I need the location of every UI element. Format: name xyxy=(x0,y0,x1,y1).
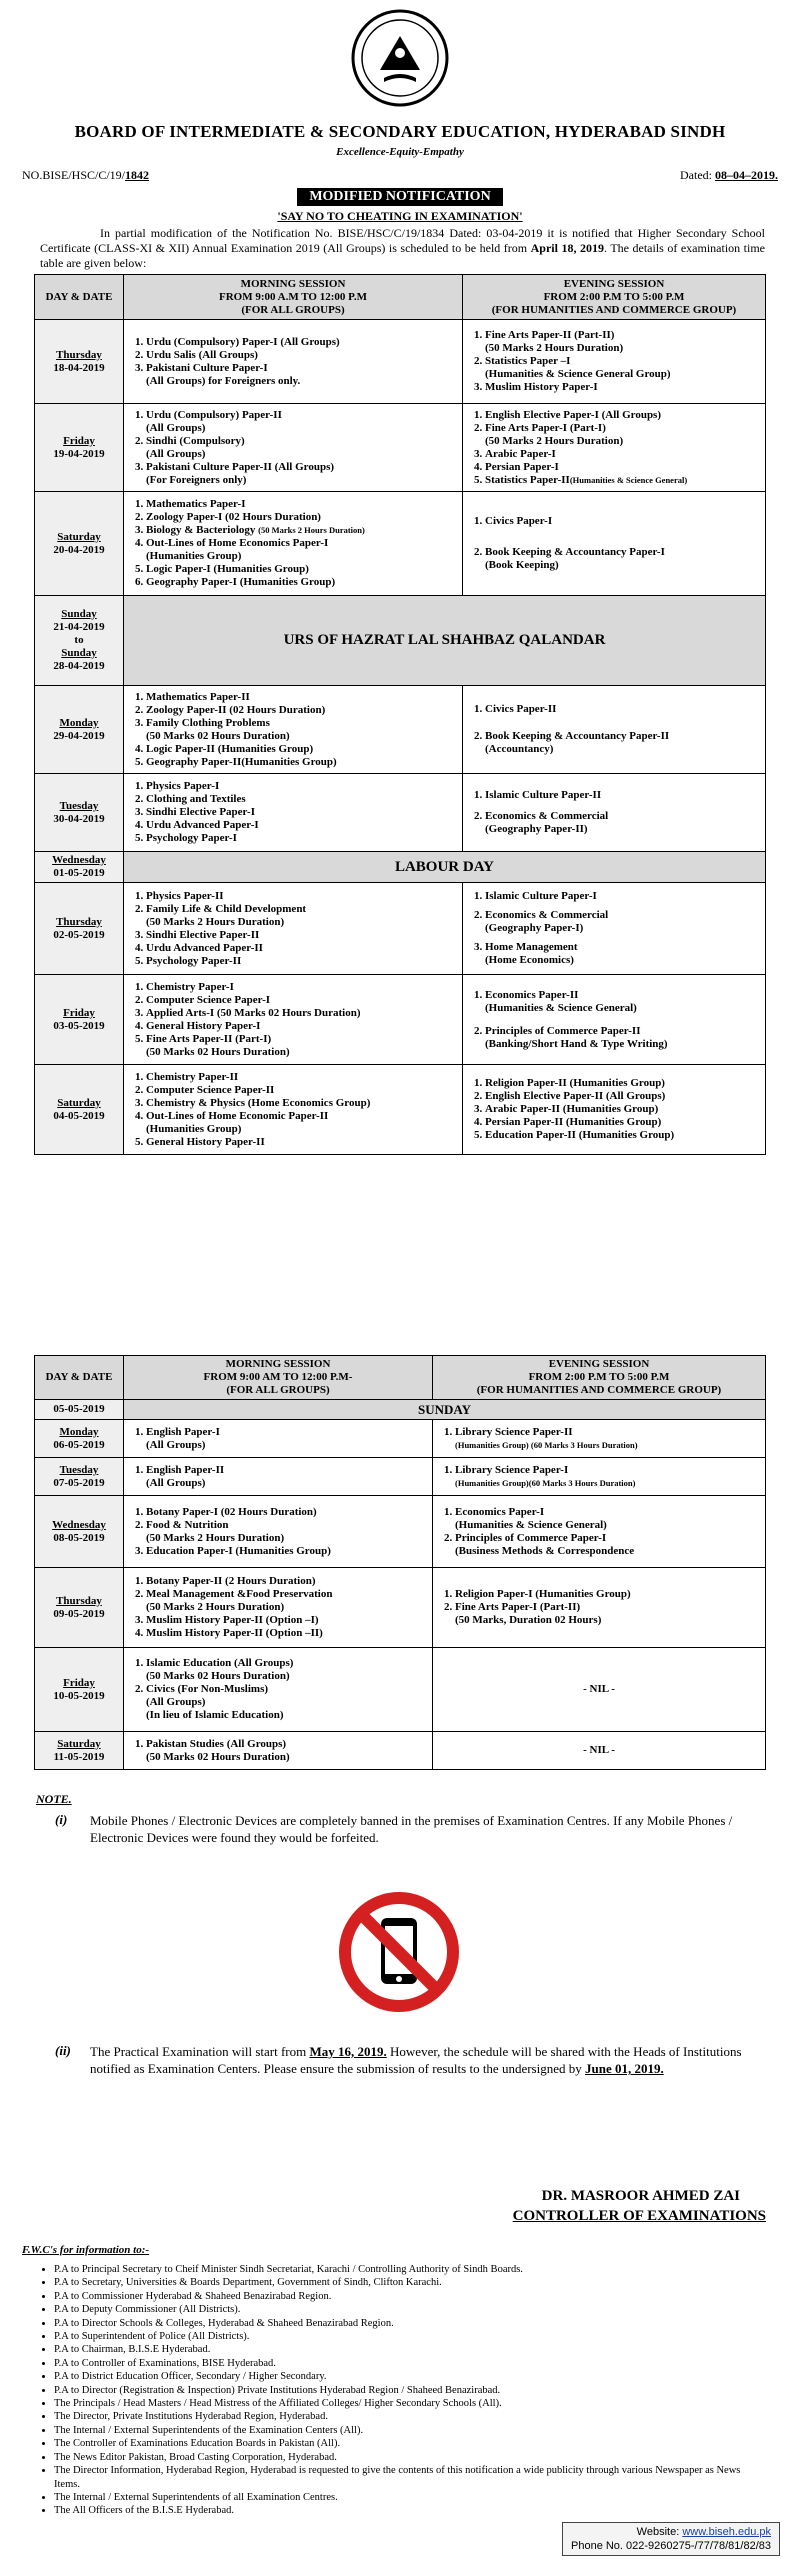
morning-cell: 1. Botany Paper-I (02 Hours Duration) 2. Food & Nutrition (50 Marks 2 Hours Duration) 3. Education Paper-I (Humanities Group) xyxy=(124,1496,433,1568)
holiday-sunday: SUNDAY xyxy=(124,1400,766,1420)
evening-cell: 1. Economics Paper-I (Humanities & Science General) 2. Principles of Commerce Paper-I (Business Methods & Correspondence xyxy=(433,1496,766,1568)
timetable-part-1 xyxy=(34,274,766,1155)
board-motto: Excellence-Equity-Empathy xyxy=(336,146,464,158)
evening-cell-nil: - NIL - xyxy=(433,1732,766,1770)
evening-cell: 1. Religion Paper-II (Humanities Group) 2. English Elective Paper-II (All Groups) 3. Arabic Paper-II (Humanities Group) 4. Persian Paper-II (Humanities Group) 5. Education Paper-II (Humanities Group) xyxy=(463,1065,766,1155)
table-header-row xyxy=(35,1356,766,1400)
evening-cell: 1. Civics Paper-II 2. Book Keeping & Accountancy Paper-II (Accountancy) xyxy=(463,686,766,774)
table-row xyxy=(35,686,766,774)
intro-paragraph: In partial modification of the Notification No. BISE/HSC/C/19/1834 Dated: 03-04-2019 it is notified that Higher Secondary School Certificate (CLASS-XI & XII) Annual Examination 2019 (All Groups) is scheduled to be held from April 18, 2019. The details of examination time table are given below: xyxy=(40,226,765,270)
holiday-labour-day: LABOUR DAY xyxy=(124,852,766,883)
evening-cell: 1. English Elective Paper-I (All Groups) 2. Fine Arts Paper-I (Part-I) (50 Marks 2 Hours Duration) 3. Arabic Paper-I 4. Persian Paper-I 5. Statistics Paper-II(Humanities & Science General) xyxy=(463,404,766,492)
morning-cell: 1. Urdu (Compulsory) Paper-I (All Groups) 2. Urdu Salis (All Groups) 3. Pakistani Culture Paper-I (All Groups) for Foreigners only. xyxy=(124,320,463,404)
day-cell: Thursday 09-05-2019 xyxy=(35,1568,124,1648)
note-1-text: Mobile Phones / Electronic Devices are completely banned in the premises of Examination Centres. If any Mobile Phones / Electronic Devices were found they would be forfeited. xyxy=(90,1813,733,1845)
day-cell: Thursday 02-05-2019 xyxy=(35,883,124,975)
day-cell: Monday 06-05-2019 xyxy=(35,1420,124,1458)
list-item: • The All Officers of the B.I.S.E Hyderabad. xyxy=(54,2504,754,2517)
list-item: • The Director Information, Hyderabad Region, Hyderabad is requested to give the contents of this notification a wide publicity through various Newspaper as News Items. xyxy=(54,2464,754,2491)
signatory-name: DR. MASROOR AHMED ZAI xyxy=(541,2188,740,2204)
list-item: • P.A to Deputy Commissioner (All Districts). xyxy=(54,2303,754,2316)
day-cell: Friday 03-05-2019 xyxy=(35,975,124,1065)
table-row xyxy=(35,883,766,975)
table-row xyxy=(35,1568,766,1648)
list-item: • P.A to Superintendent of Police (All Districts). xyxy=(54,2330,754,2343)
list-item: • The News Editor Pakistan, Broad Casting Corporation, Hyderabad. xyxy=(54,2451,754,2464)
holiday-urs: URS OF HAZRAT LAL SHAHBAZ QALANDAR xyxy=(124,596,766,686)
timetable-part-2 xyxy=(34,1355,766,1770)
evening-cell: 1. Religion Paper-I (Humanities Group) 2. Fine Arts Paper-I (Part-II) (50 Marks, Duration 02 Hours) xyxy=(433,1568,766,1648)
morning-cell: 1. Mathematics Paper-I 2. Zoology Paper-I (02 Hours Duration) 3. Biology & Bacteriology (50 Marks 2 Hours Duration) 4. Out-Lines of Home Economics Paper-I (Humanities Group) 5. Logic Paper-I (Humanities Group) 6. Geography Paper-I (Humanities Group) xyxy=(124,492,463,596)
day-cell: Friday 19-04-2019 xyxy=(35,404,124,492)
morning-cell: 1. Physics Paper-II 2. Family Life & Child Development (50 Marks 2 Hours Duration) 3. Sindhi Elective Paper-II 4. Urdu Advanced Paper-II 5. Psychology Paper-II xyxy=(124,883,463,975)
reference-number: NO.BISE/HSC/C/19/1842 xyxy=(22,168,150,182)
evening-cell: 1. Civics Paper-I 2. Book Keeping & Accountancy Paper-I (Book Keeping) xyxy=(463,492,766,596)
morning-cell: 1. Islamic Education (All Groups) (50 Marks 02 Hours Duration) 2. Civics (For Non-Muslims) (All Groups) (In lieu of Islamic Education) xyxy=(124,1648,433,1732)
day-cell: Wednesday 01-05-2019 xyxy=(35,852,124,883)
board-logo xyxy=(350,8,450,108)
day-cell: Wednesday 08-05-2019 xyxy=(35,1496,124,1568)
notification-title: MODIFIED NOTIFICATION xyxy=(0,187,800,206)
note-2-text: The Practical Examination will start from May 16, 2019. However, the schedule will be shared with the Heads of Institutions notified as Examination Centers. Please ensure the submission of results to the undersigned by June 01, 2019. xyxy=(90,2044,742,2076)
day-cell: Tuesday 30-04-2019 xyxy=(35,774,124,852)
phone-number: Phone No. 022-9260275-/77/78/81/82/83 xyxy=(571,2540,771,2552)
table-row xyxy=(35,1496,766,1568)
table-row xyxy=(35,1458,766,1496)
slogan: 'SAY NO TO CHEATING IN EXAMINATION' xyxy=(277,209,523,223)
morning-cell: 1. Physics Paper-I 2. Clothing and Textiles 3. Sindhi Elective Paper-I 4. Urdu Advanced Paper-I 5. Psychology Paper-I xyxy=(124,774,463,852)
evening-cell: 1. Economics Paper-II (Humanities & Science General) 2. Principles of Commerce Paper-II (Banking/Short Hand & Type Writing) xyxy=(463,975,766,1065)
morning-cell: 1. English Paper-II (All Groups) xyxy=(124,1458,433,1496)
evening-cell: 1. Library Science Paper-I (Humanities Group)(60 Marks 3 Hours Duration) xyxy=(433,1458,766,1496)
note-label: NOTE. xyxy=(36,1792,72,1806)
evening-cell: 1. Islamic Culture Paper-I 2. Economics & Commercial (Geography Paper-I) 3. Home Management (Home Economics) xyxy=(463,883,766,975)
copy-to-list xyxy=(36,2263,754,2518)
list-item: • P.A to Commissioner Hyderabad & Shaheed Benazirabad Region. xyxy=(54,2290,754,2303)
list-item: • The Principals / Head Masters / Head Mistress of the Affiliated Colleges/ Higher Secondary Schools (All). xyxy=(54,2397,754,2410)
table-row xyxy=(35,492,766,596)
table-row xyxy=(35,404,766,492)
table-row xyxy=(35,1065,766,1155)
list-item: • The Director, Private Institutions Hyderabad Region, Hyderabad. xyxy=(54,2410,754,2423)
list-item: • The Internal / External Superintendents of the Examination Centers (All). xyxy=(54,2424,754,2437)
morning-cell: 1. English Paper-I (All Groups) xyxy=(124,1420,433,1458)
day-cell: Monday 29-04-2019 xyxy=(35,686,124,774)
copy-to-label: F.W.C's for information to:- xyxy=(22,2244,150,2256)
list-item: • P.A to Principal Secretary to Cheif Minister Sindh Secretariat, Karachi / Controlling Authority of Sindh Boards. xyxy=(54,2263,754,2276)
note-2-number: (ii) xyxy=(55,2043,71,2058)
table-header-row xyxy=(35,275,766,320)
header-morning: MORNING SESSION FROM 9:00 AM TO 12:00 P.M- (FOR ALL GROUPS) xyxy=(124,1356,433,1400)
day-cell: Thursday 18-04-2019 xyxy=(35,320,124,404)
no-mobile-phone-icon xyxy=(337,1890,461,2014)
evening-cell-nil: - NIL - xyxy=(433,1648,766,1732)
table-row xyxy=(35,774,766,852)
morning-cell: 1. Chemistry Paper-I 2. Computer Science Paper-I 3. Applied Arts-I (50 Marks 02 Hours Duration) 4. General History Paper-I 5. Fine Arts Paper-II (Part-I) (50 Marks 02 Hours Duration) xyxy=(124,975,463,1065)
evening-cell: 1. Fine Arts Paper-II (Part-II) (50 Marks 2 Hours Duration) 2. Statistics Paper –I (Humanities & Science General Group) 3. Muslim History Paper-I xyxy=(463,320,766,404)
morning-cell: 1. Mathematics Paper-II 2. Zoology Paper-II (02 Hours Duration) 3. Family Clothing Problems (50 Marks 02 Hours Duration) 4. Logic Paper-II (Humanities Group) 5. Geography Paper-II(Humanities Group) xyxy=(124,686,463,774)
list-item: • P.A to Chairman, B.I.S.E Hyderabad. xyxy=(54,2343,754,2356)
website-box: Website: www.biseh.edu.pk Phone No. 022-9260275-/77/78/81/82/83 xyxy=(562,2522,780,2556)
header-evening: EVENING SESSION FROM 2:00 P.M TO 5:00 P.M (FOR HUMANITIES AND COMMERCE GROUP) xyxy=(463,275,766,320)
morning-cell: 1. Urdu (Compulsory) Paper-II (All Groups) 2. Sindhi (Compulsory) (All Groups) 3. Pakistani Culture Paper-II (All Groups) (For Foreigners only) xyxy=(124,404,463,492)
list-item: • The Controller of Examinations Education Boards in Pakistan (All). xyxy=(54,2437,754,2450)
morning-cell: 1. Botany Paper-II (2 Hours Duration) 2. Meal Management &Food Preservation (50 Marks 2 Hours Duration) 3. Muslim History Paper-II (Option –I) 4. Muslim History Paper-II (Option –II) xyxy=(124,1568,433,1648)
table-row xyxy=(35,975,766,1065)
board-title: BOARD OF INTERMEDIATE & SECONDARY EDUCATION, HYDERABAD SINDH xyxy=(74,122,726,141)
table-row xyxy=(35,1732,766,1770)
day-cell: Saturday 04-05-2019 xyxy=(35,1065,124,1155)
evening-cell: 1. Library Science Paper-II (Humanities Group) (60 Marks 3 Hours Duration) xyxy=(433,1420,766,1458)
morning-cell: 1. Chemistry Paper-II 2. Computer Science Paper-II 3. Chemistry & Physics (Home Economics Group) 4. Out-Lines of Home Economic Paper-II (Humanities Group) 5. General History Paper-II xyxy=(124,1065,463,1155)
list-item: • P.A to Director Schools & Colleges, Hyderabad & Shaheed Benazirabad Region. xyxy=(54,2317,754,2330)
note-1-number: (i) xyxy=(55,1812,68,1827)
table-row xyxy=(35,320,766,404)
notification-date: Dated: 08–04–2019. xyxy=(680,168,778,182)
morning-cell: 1. Pakistan Studies (All Groups) (50 Marks 02 Hours Duration) xyxy=(124,1732,433,1770)
list-item: • P.A to District Education Officer, Secondary / Higher Secondary. xyxy=(54,2370,754,2383)
day-cell: Friday 10-05-2019 xyxy=(35,1648,124,1732)
table-row xyxy=(35,1400,766,1420)
header-morning: MORNING SESSION FROM 9:00 A.M TO 12:00 P.M (FOR ALL GROUPS) xyxy=(124,275,463,320)
header-evening: EVENING SESSION FROM 2:00 P.M TO 5:00 P.M (FOR HUMANITIES AND COMMERCE GROUP) xyxy=(433,1356,766,1400)
day-cell: Sunday 21-04-2019 to Sunday 28-04-2019 xyxy=(35,596,124,686)
day-cell: Saturday 11-05-2019 xyxy=(35,1732,124,1770)
table-row xyxy=(35,1648,766,1732)
list-item: • The Internal / External Superintendents of all Examination Centres. xyxy=(54,2491,754,2504)
list-item: • P.A to Secretary, Universities & Boards Department, Government of Sindh, Clifton Karachi. xyxy=(54,2276,754,2289)
day-cell: Saturday 20-04-2019 xyxy=(35,492,124,596)
day-cell: 05-05-2019 xyxy=(35,1400,124,1420)
list-item: • P.A to Controller of Examinations, BISE Hyderabad. xyxy=(54,2357,754,2370)
header-day-date: DAY & DATE xyxy=(35,1356,124,1400)
signatory-designation: CONTROLLER OF EXAMINATIONS xyxy=(512,2208,766,2224)
table-row xyxy=(35,596,766,686)
day-cell: Tuesday 07-05-2019 xyxy=(35,1458,124,1496)
evening-cell: 1. Islamic Culture Paper-II 2. Economics & Commercial (Geography Paper-II) xyxy=(463,774,766,852)
website-link[interactable]: www.biseh.edu.pk xyxy=(682,2526,771,2538)
list-item: • P.A to Director (Registration & Inspection) Private Institutions Hyderabad Region / Shaheed Benazirabad. xyxy=(54,2384,754,2397)
table-row xyxy=(35,852,766,883)
header-day-date: DAY & DATE xyxy=(35,275,124,320)
table-row xyxy=(35,1420,766,1458)
